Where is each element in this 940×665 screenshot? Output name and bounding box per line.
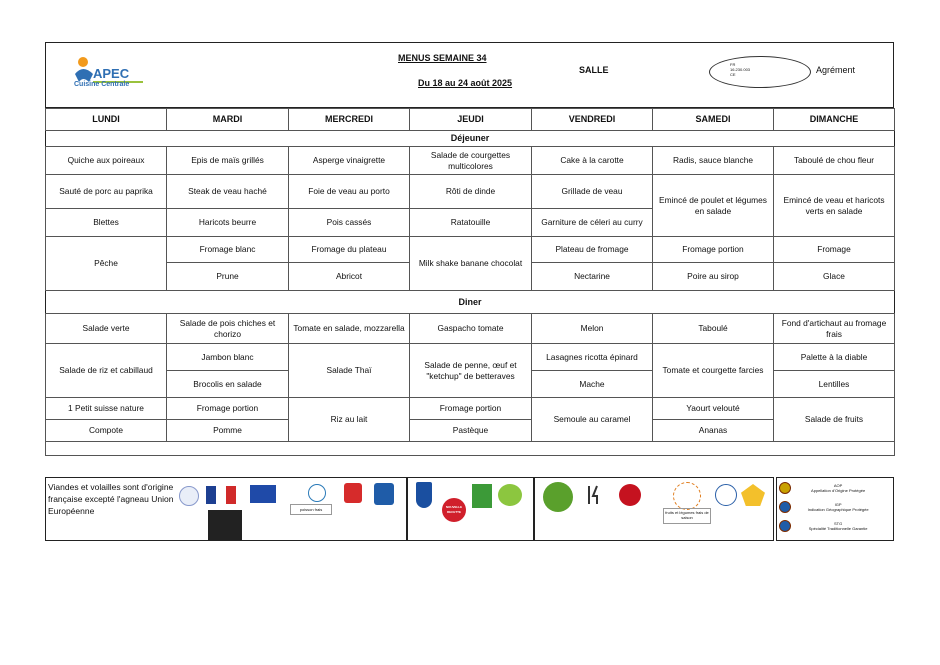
menu-cell: Mache [532,371,653,398]
aop-icon [779,482,791,494]
logo-subtitle: Cuisine Centrale [74,81,130,88]
menu-cell: Fromage [774,237,895,263]
fruits-legumes-icon [673,482,701,510]
menu-cell: Pêche [46,237,167,291]
menu-cell: Melon [532,314,653,344]
stg-icon [779,520,791,532]
menu-cell: Fromage blanc [167,237,289,263]
menu-dates: Du 18 au 24 août 2025 [418,78,513,88]
legend-code: STG [834,521,843,526]
menu-cell: Pois cassés [289,209,410,237]
legend-code: AOP [833,483,843,488]
poisson-frais-text: poisson frais [299,507,323,512]
fruits-legumes-text: fruits et légumes frais de saison [665,510,709,520]
day-header: JEUDI [410,109,532,131]
dejeuner-fromage-row [46,237,895,263]
salle-label: SALLE [579,65,609,75]
menu-cell: Taboulé de chou fleur [774,147,895,175]
menu-cell: 1 Petit suisse nature [46,398,167,420]
menu-table [45,108,895,456]
stamp-line: 16.230.003 [730,67,751,72]
menu-cell: Fromage du plateau [289,237,410,263]
menu-cell: Emincé de poulet et légumes en salade [653,175,774,237]
star-label-icon [741,484,765,506]
origin-text: Viandes et volailles sont d'origine française excepté l'agneau Union Européenne [48,482,174,516]
label-rouge-peche-icon [344,483,362,503]
legend-stg [779,520,884,532]
stamp-line: CE [730,72,736,77]
agrement-label: Agrément [816,65,856,75]
diner-entree-row [46,314,895,344]
poisson-logo-icon [308,484,326,502]
day-header: VENDREDI [532,109,653,131]
fruits-legumes-label [663,508,711,524]
menu-cell: Lasagnes ricotta épinard [532,344,653,371]
menu-cell: Haricots beurre [167,209,289,237]
eu-flag-icon [250,485,276,503]
day-header: MARDI [167,109,289,131]
menu-cell: Fromage portion [167,398,289,420]
footer-origin-box [45,477,407,541]
menu-cell: Garniture de céleri au curry [532,209,653,237]
menu-cell: Steak de veau haché [167,175,289,209]
menu-cell: Fond d'artichaut au fromage frais [774,314,895,344]
nouvelle-recette-text: NOUVELLE RECETTE [445,505,463,514]
menu-cell: Fromage portion [653,237,774,263]
menu-cell: Emincé de veau et haricots verts en salade [774,175,895,237]
diner-dessert-row [46,420,895,442]
logo-text: APEC [93,66,130,81]
menu-cell: Radis, sauce blanche [653,147,774,175]
menu-cell: Salade verte [46,314,167,344]
legend-aop [779,482,884,494]
menu-cell: Pastèque [410,420,532,442]
menu-cell: Nectarine [532,263,653,291]
menu-cell: Gaspacho tomate [410,314,532,344]
msc-icon [374,483,394,505]
menu-cell: Fromage portion [410,398,532,420]
legend-igp [779,501,884,513]
footer-labels-box [534,477,774,541]
menu-cell: Yaourt velouté [653,398,774,420]
menu-cell: Poire au sirop [653,263,774,291]
menu-cell: Quiche aux poireaux [46,147,167,175]
menu-cell: Salade Thaï [289,344,410,398]
menu-cell: Milk shake banane chocolat [410,237,532,291]
menu-cell: Epis de maïs grillés [167,147,289,175]
dejeuner-plat-row [46,175,895,209]
menu-cell: Tomate et courgette farcies [653,344,774,398]
day-header: SAMEDI [653,109,774,131]
day-header: DIMANCHE [774,109,895,131]
diner-fromage-row [46,398,895,420]
agriculture-raisonnee-icon [543,482,573,512]
nouvelle-recette-icon [442,498,466,522]
day-header: MERCREDI [289,109,410,131]
menu-cell: Brocolis en salade [167,371,289,398]
menu-cell: Cake à la carotte [532,147,653,175]
menu-cell: Salade de pois chiches et chorizo [167,314,289,344]
bleu-blanc-coeur-icon [498,484,522,506]
menu-cell: Salade de riz et cabillaud [46,344,167,398]
day-header: LUNDI [46,109,167,131]
days-row [46,109,895,131]
menu-cell: Glace [774,263,895,291]
saison-icon [715,484,737,506]
menu-title: MENUS SEMAINE 34 [398,53,487,63]
viande-label-icon [208,510,242,540]
menu-cell: Foie de veau au porto [289,175,410,209]
menu-cell: Salade de fruits [774,398,895,442]
section-dejeuner: Déjeuner [46,131,895,147]
couverts-icon [583,484,605,506]
footer-quality-box [407,477,534,541]
menu-cell: Rôti de dinde [410,175,532,209]
menu-cell: Semoule au caramel [532,398,653,442]
spacer-row [46,442,895,456]
legend-label: Spécialité Traditionnelle Garantie [808,526,868,531]
label-rouge-icon [619,484,641,506]
menu-cell: Prune [167,263,289,291]
diner-plat-row [46,344,895,371]
section-diner: Diner [46,291,895,314]
menu-cell: Ratatouille [410,209,532,237]
menu-cell: Pomme [167,420,289,442]
menu-cell: Palette à la diable [774,344,895,371]
menu-cell: Salade de courgettes multicolores [410,147,532,175]
menu-cell: Ananas [653,420,774,442]
igp-icon [779,501,791,513]
menu-cell: Asperge vinaigrette [289,147,410,175]
coq-icon [416,482,432,508]
menu-cell: Plateau de fromage [532,237,653,263]
menu-cell: Tomate en salade, mozzarella [289,314,410,344]
dejeuner-entree-row [46,147,895,175]
poisson-frais-label [290,504,332,515]
ab-bio-icon [472,484,492,508]
menu-cell: Sauté de porc au paprika [46,175,167,209]
footer-legend-box [776,477,894,541]
france-flag-icon [206,486,236,504]
stamp-line: FR [730,62,736,67]
menu-cell: Compote [46,420,167,442]
legend-code: IGP [834,502,842,507]
legend-label: Appellation d'Origine Protégée [811,488,866,493]
menu-cell: Riz au lait [289,398,410,442]
menu-cell: Abricot [289,263,410,291]
menu-cell: Blettes [46,209,167,237]
menu-cell: Lentilles [774,371,895,398]
legend-label: Indication Géographique Protégée [807,507,869,512]
menu-cell: Salade de penne, œuf et "ketchup" de betteraves [410,344,532,398]
flag-volaille-icon [179,486,199,506]
menu-cell: Taboulé [653,314,774,344]
menu-cell: Grillade de veau [532,175,653,209]
menu-header [45,42,894,108]
agrement-stamp [709,56,811,88]
menu-cell: Jambon blanc [167,344,289,371]
footer-labels [45,477,894,543]
